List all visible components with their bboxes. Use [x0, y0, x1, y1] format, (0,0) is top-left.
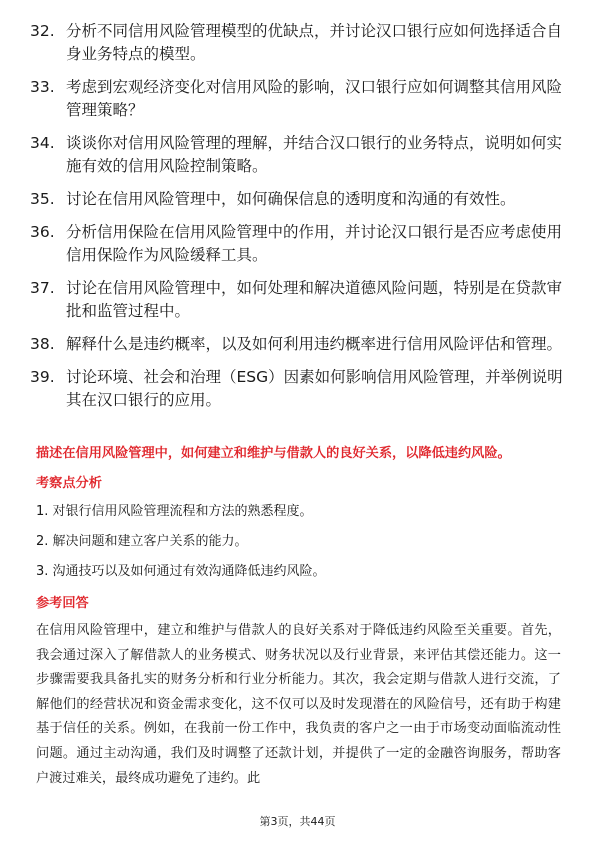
question-number: 35.: [30, 190, 55, 208]
question-number: 37.: [30, 279, 55, 297]
question-text: 分析不同信用风险管理模型的优缺点，并讨论汉口银行应如何选择适合自身业务特点的模型。: [66, 22, 563, 63]
question-number: 36.: [30, 223, 55, 241]
question-text: 讨论在信用风险管理中，如何确保信息的透明度和沟通的有效性。: [66, 190, 516, 208]
question-number: 33.: [30, 78, 55, 96]
question-number: 38.: [30, 335, 55, 353]
question-item: [30, 188, 565, 211]
analysis-points: [36, 502, 566, 592]
page-footer: 第3页，共44页: [259, 815, 336, 828]
question-number: 39.: [30, 368, 55, 386]
analysis-point: 1. 对银行信用风险管理流程和方法的熟悉程度。: [36, 504, 313, 519]
analysis-heading: 考察点分析: [36, 476, 102, 491]
question-item: [30, 76, 565, 122]
question-text: 分析信用保险在信用风险管理中的作用，并讨论汉口银行是否应考虑使用信用保险作为风险缓释工具。: [66, 223, 563, 264]
question-item: [30, 366, 565, 412]
answer-paragraph: 在信用风险管理中，建立和维护与借款人的良好关系对于降低违约风险至关重要。首先，我会通过深入了解借款人的业务模式、财务状况以及行业背景，来评估其偿还能力。这一步骤需要我具备扎实的财务分析和行业分析能力。其次，我会定期与借款人进行交流，了解他们的经营状况和资金需求变化，这不仅可以及时发现潜在的风险信号，还有助于构建基于信任的关系。例如，在我前一份工作中，我负责的客户之一由于市场变动面临流动性问题。通过主动沟通，我们及时调整了还款计划，并提供了一定的金融咨询服务，帮助客户渡过难关，最终成功避免了违约。此: [36, 623, 561, 786]
question-number: 34.: [30, 134, 55, 152]
answer-heading: 参考回答: [36, 596, 89, 611]
question-number: 32.: [30, 22, 55, 40]
question-item: [30, 132, 565, 178]
question-text: 谈谈你对信用风险管理的理解，并结合汉口银行的业务特点，说明如何实施有效的信用风险控制策略。: [66, 134, 563, 175]
question-text: 讨论在信用风险管理中，如何处理和解决道德风险问题，特别是在贷款审批和监管过程中。: [66, 279, 563, 320]
analysis-point: 3. 沟通技巧以及如何通过有效沟通降低违约风险。: [36, 564, 326, 579]
question-item: [30, 333, 565, 356]
question-text: 讨论环境、社会和治理（ESG）因素如何影响信用风险管理，并举例说明其在汉口银行的应用。: [66, 368, 563, 409]
question-text: 考虑到宏观经济变化对信用风险的影响，汉口银行应如何调整其信用风险管理策略？: [66, 78, 563, 119]
question-item: [30, 221, 565, 267]
question-list: [30, 20, 565, 422]
focus-question-heading: 描述在信用风险管理中，如何建立和维护与借款人的良好关系，以降低违约风险。: [36, 446, 511, 461]
question-item: [30, 277, 565, 323]
question-item: [30, 20, 565, 66]
analysis-point: 2. 解决问题和建立客户关系的能力。: [36, 534, 248, 549]
question-text: 解释什么是违约概率，以及如何利用违约概率进行信用风险评估和管理。: [66, 335, 563, 353]
